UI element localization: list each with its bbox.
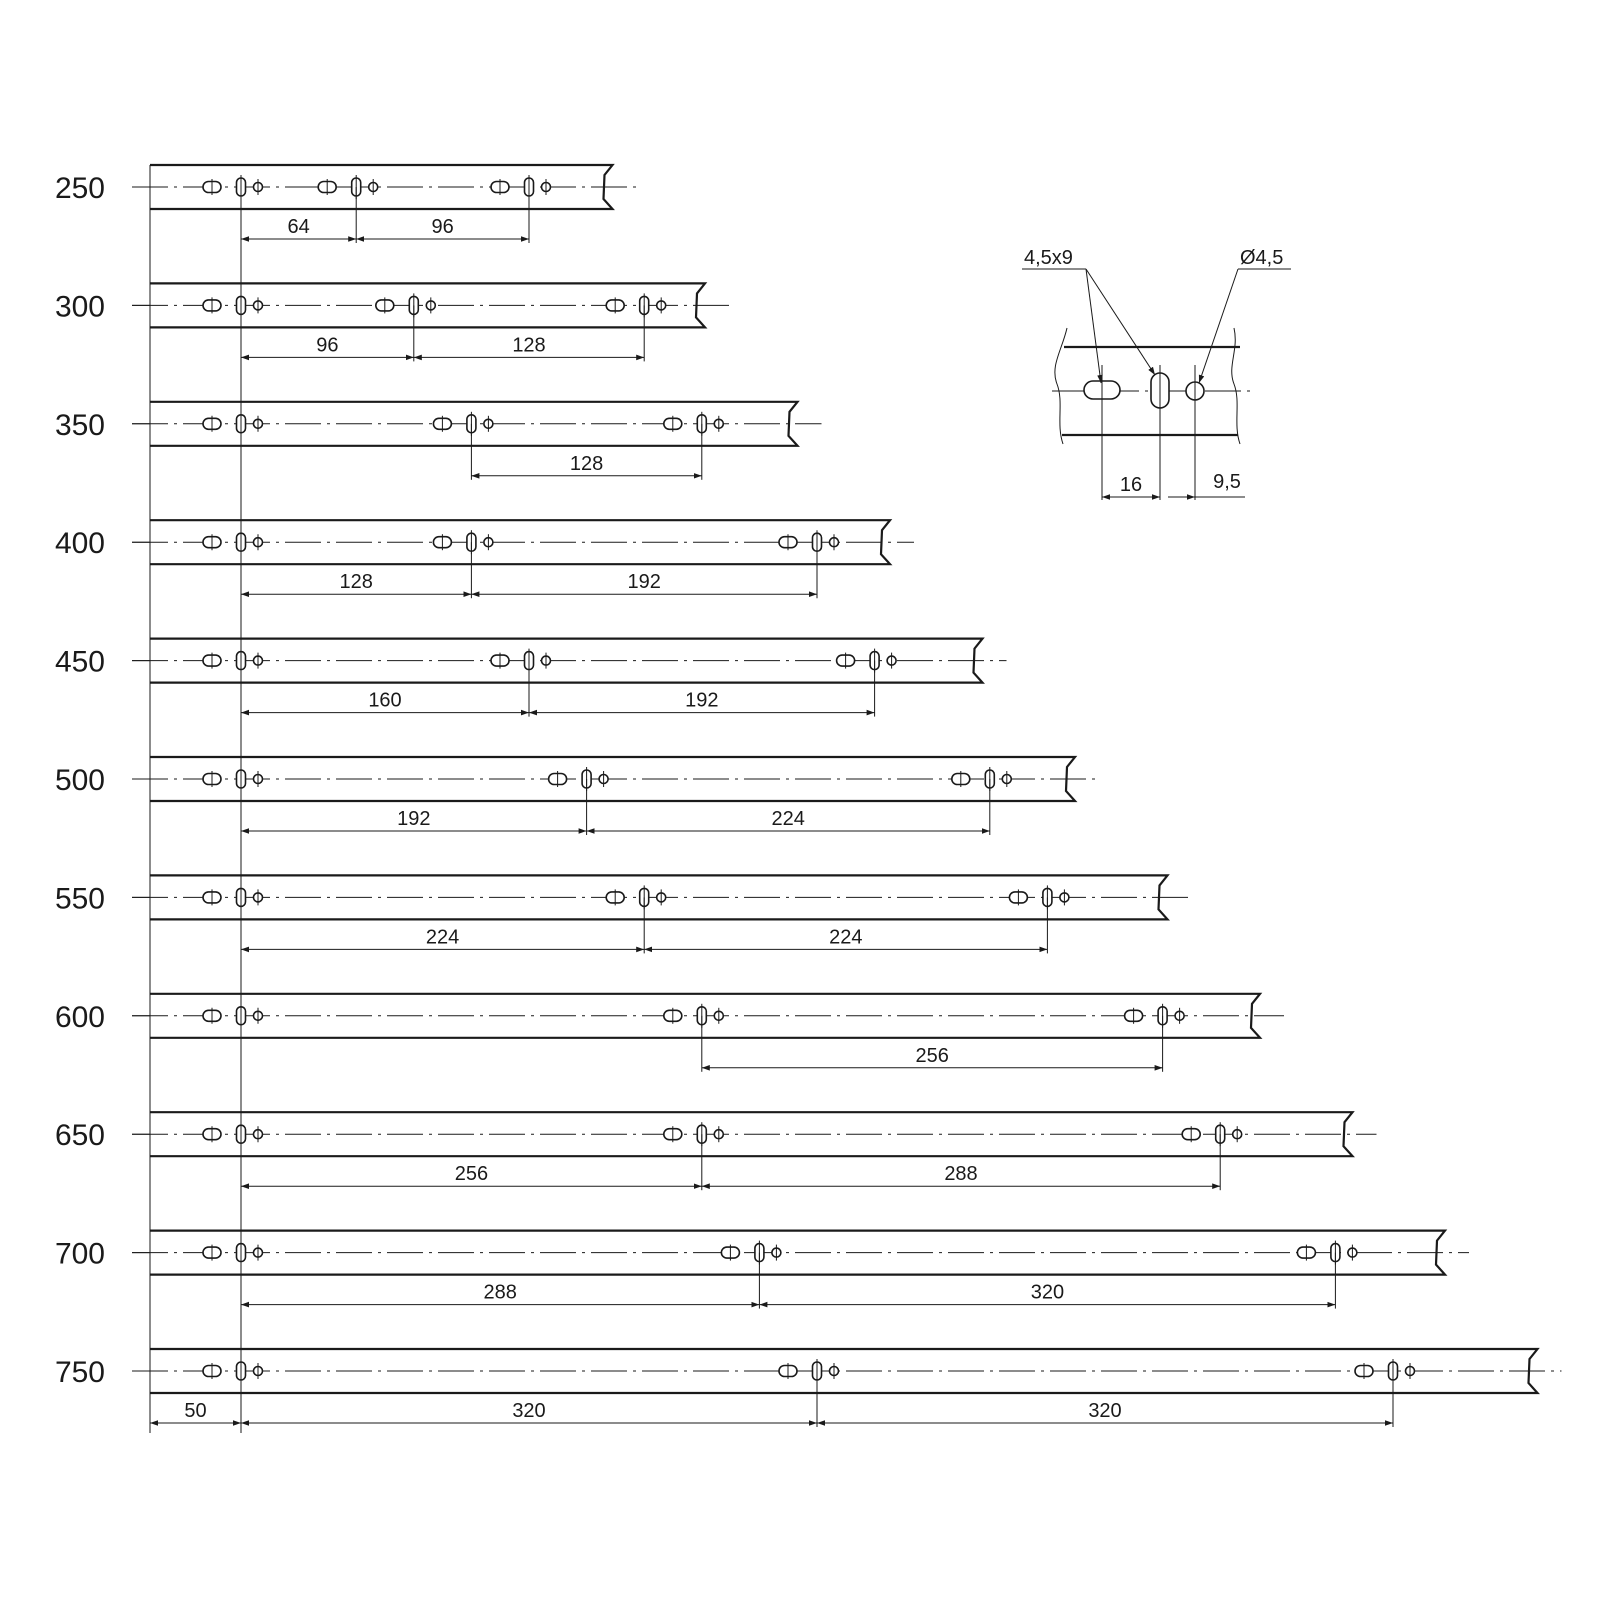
dimension-value: 224 [771,808,805,830]
slot-leader-1 [1086,269,1101,383]
dimension-value: 320 [1088,1400,1122,1422]
dimension-value: 320 [1030,1281,1065,1304]
dimension-value: 64 [287,216,310,238]
dimension-value: 192 [397,808,431,830]
rail-500 [55,757,1099,835]
dimension-value: 128 [569,452,604,475]
rail-length-label: 600 [54,1000,105,1034]
rail-450 [55,639,1007,717]
rail-400 [55,520,914,598]
dimension-value: 192 [627,571,661,594]
rails-layer [55,165,1562,1433]
dimension-value: 50 [184,1400,207,1422]
detail-break-line-left [1055,328,1067,444]
dimension-value: 192 [685,689,719,712]
rail-700 [55,1231,1469,1309]
detail-dim-9-5: 9,5 [1213,471,1241,493]
dimension-value: 288 [483,1281,517,1304]
rail-length-label: 400 [54,527,105,561]
rail-length-label: 350 [54,408,105,442]
rail-length-label: 550 [54,882,105,916]
detail-break-line-right [1232,328,1240,444]
rail-250 [55,165,637,243]
rail-length-label: 450 [54,645,105,679]
rail-length-label: 500 [54,764,105,797]
dimension-value: 224 [829,926,863,949]
dimension-value: 160 [368,689,402,712]
hole-detail-view [1022,247,1291,500]
rail-550 [55,875,1192,953]
dimension-value: 256 [915,1044,949,1067]
slot-leader-2 [1086,269,1155,375]
detail-dim-16: 16 [1119,474,1143,496]
rail-length-label: 700 [54,1237,105,1271]
dimension-value: 224 [425,926,460,949]
hole-diameter-label: Ø4,5 [1240,247,1284,269]
dimension-value: 96 [431,216,454,238]
slot-size-label: 4,5x9 [1024,247,1073,269]
rail-length-label: 250 [54,172,105,205]
rail-350 [55,402,822,480]
dimension-value: 320 [512,1400,546,1422]
rail-650 [55,1112,1377,1190]
dimension-value: 128 [512,334,546,357]
dimension-value: 256 [454,1163,489,1186]
rail-600 [55,994,1284,1072]
rail-300 [55,283,729,361]
dimension-value: 128 [339,571,373,594]
rail-length-label: 750 [54,1356,105,1389]
dimension-value: 288 [944,1163,978,1186]
rail-750 [55,1349,1562,1427]
dimension-value: 96 [316,334,339,357]
rail-length-label: 300 [54,290,105,324]
rail-length-label: 650 [54,1119,105,1153]
